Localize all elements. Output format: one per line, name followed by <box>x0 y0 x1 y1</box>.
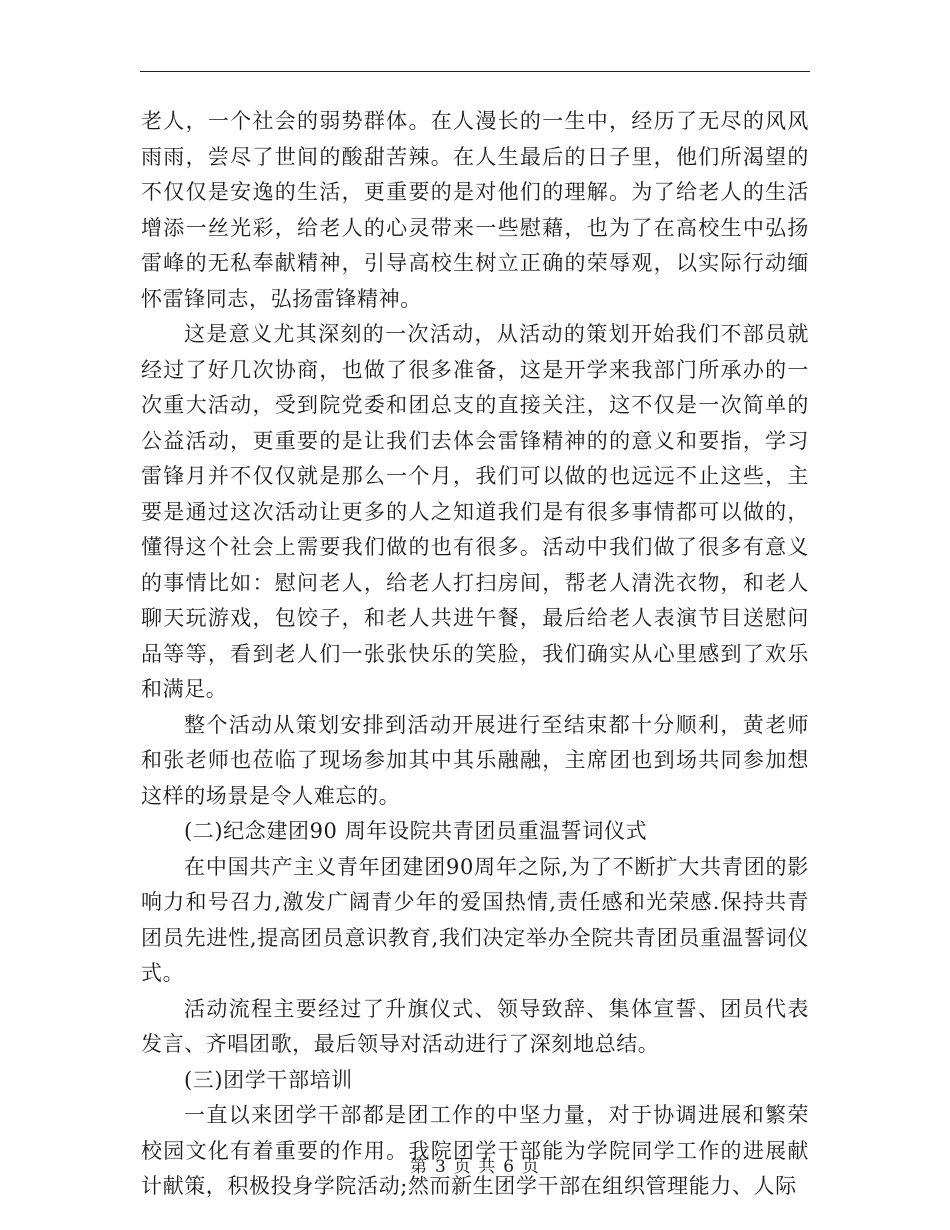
paragraph-2: 这是意义尤其深刻的一次活动，从活动的策划开始我们不部员就经过了好几次协商，也做了很多准备，这是开学来我部门所承办的一次重大活动，受到院党委和团总支的直接关注，这不仅是一次简单的公益活动，更重要的是让我们去体会雷锋精神的的意义和要指，学习雷锋月并不仅仅就是那么一个月，我们可以做的也远远不止这些，主要是通过这次活动让更多的人之知道我们是有很多事情都可以做的，懂得这个社会上需要我们做的也有很多。活动中我们做了很多有意义的事情比如：慰问老人，给老人打扫房间，帮老人清洗衣物，和老人聊天玩游戏，包饺子，和老人共进午餐，最后给老人表演节目送慰问品等等，看到老人们一张张快乐的笑脸，我们确实从心里感到了欢乐和满足。 <box>141 322 809 701</box>
total-pages-number: 6 <box>503 1157 516 1177</box>
page-label-mid: 页 共 <box>453 1157 497 1177</box>
paragraph-1: 老人，一个社会的弱势群体。在人漫长的一生中，经历了无尽的风风雨雨，尝尽了世间的酸甜苦辣。在人生最后的日子里，他们所渴望的不仅仅是安逸的生活，更重要的是对他们的理解。为了给老人的生活增添一丝光彩，给老人的心灵带来一些慰藉，也为了在高校生中弘扬雷峰的无私奉献精神，引导高校生树立正确的荣辱观，以实际行动缅怀雷锋同志，弘扬雷锋精神。 <box>141 109 809 311</box>
paragraph-3: 整个活动从策划安排到活动开展进行至结束都十分顺利，黄老师和张老师也莅临了现场参加其中其乐融融，主席团也到场共同参加想这样的场景是令人难忘的。 <box>141 712 809 808</box>
section-heading-2: (二)纪念建团90 周年设院共青团员重温誓词仪式 <box>184 819 648 843</box>
page-label-suffix: 页 <box>522 1157 541 1177</box>
paragraph-6: 一直以来团学干部都是团工作的中坚力量，对于协调进展和繁荣校园文化有着重要的作用。我院团学干部能为学院同学工作的进展献计献策，积极投身学院活动;然而新生团学干部在组织管理能力、人际 <box>141 1103 809 1198</box>
document-body <box>141 104 809 1205</box>
header-rule <box>140 71 810 72</box>
paragraph-4: 在中国共产主义青年团建团90周年之际,为了不断扩大共青团的影响力和号召力,激发广阔青少年的爱国热情,责任感和光荣感.保持共青团员先进性,提高团员意识教育,我们决定举办全院共青团员重温誓词仪式。 <box>141 854 809 985</box>
paragraph-5: 活动流程主要经过了升旗仪式、领导致辞、集体宣誓、团员代表发言、齐唱团歌，最后领导对活动进行了深刻地总结。 <box>141 996 809 1056</box>
current-page-number: 3 <box>434 1157 447 1177</box>
section-heading-3: (三)团学干部培训 <box>184 1067 353 1092</box>
page-label-prefix: 第 <box>409 1157 428 1177</box>
page-footer <box>0 1152 950 1177</box>
